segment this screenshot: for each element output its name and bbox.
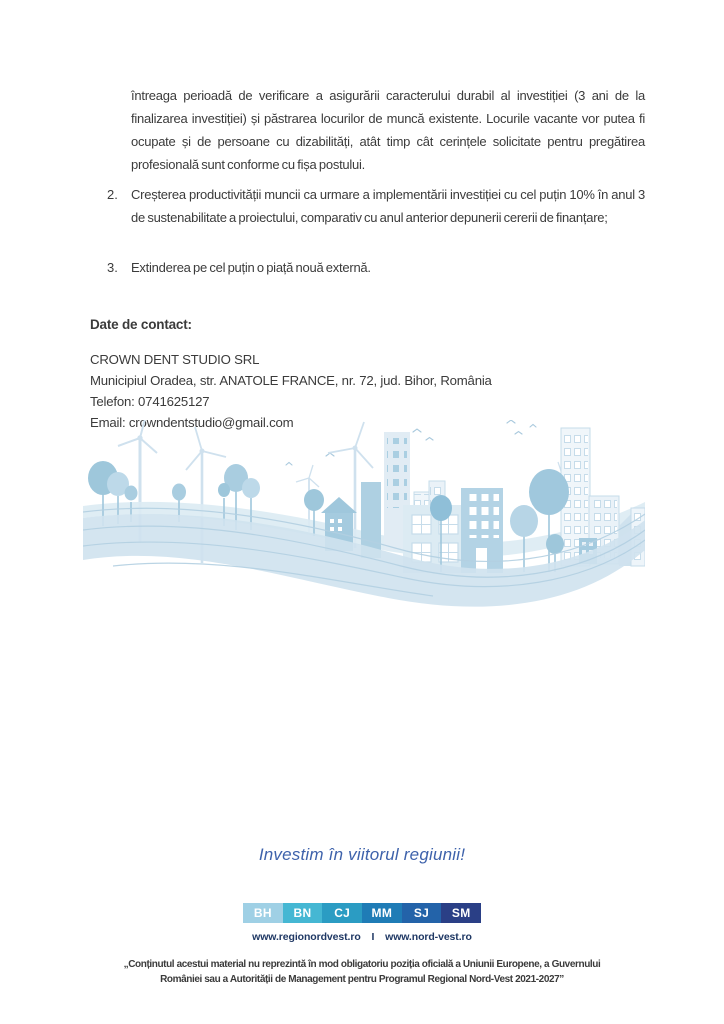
tagline: Investim în viitorul regiunii! [258, 845, 466, 864]
contact-address: Municipiul Oradea, str. ANATOLE FRANCE, nr. 72, jud. Bihor, România [90, 373, 492, 388]
disclaimer-line-2: României sau a Autorității de Management pentru Programul Regional Nord-Vest 2021-2027” [160, 974, 564, 985]
website-separator: I [371, 931, 375, 943]
paragraph-durability-requirements: întreaga perioadă de verificare a asigurării caracterului durabil al investiției (3 ani de la finalizarea investiției) și păstrarea locurilor de muncă existente. Locurile vacante vor putea fi ocupate și de persoane cu dizabilități, atât timp cât cerințele solicitate pentru pregătirea profesională sunt conforme cu fișa postului. [131, 88, 645, 172]
website-nordvest: www.nord-vest.ro [385, 931, 472, 943]
list-item-2-number: 2. [107, 187, 118, 202]
cityscape-illustration [83, 420, 645, 610]
list-item-3-text: Extinderea pe cel puțin o piață nouă externă. [131, 260, 371, 275]
contact-email: Email: crowndentstudio@gmail.com [90, 415, 294, 430]
region-mm: MM [362, 903, 402, 923]
list-item-2 [107, 183, 645, 229]
list-item-3-number: 3. [107, 260, 118, 275]
contact-company: CROWN DENT STUDIO SRL [90, 352, 260, 367]
region-code-bar [243, 903, 481, 923]
website-regionordvest: www.regionordvest.ro [252, 931, 361, 943]
websites-line [0, 931, 724, 943]
region-bh: BH [243, 903, 283, 923]
birds-icons [286, 420, 536, 465]
disclaimer-line-1: „Conținutul acestui material nu reprezintă în mod obligatoriu poziția oficială a Uniunii Europene, a Guvernului [123, 959, 601, 970]
region-sj: SJ [402, 903, 442, 923]
list-item-3 [107, 256, 645, 279]
disclaimer [62, 957, 662, 987]
region-sm: SM [441, 903, 481, 923]
contact-phone: Telefon: 0741625127 [90, 394, 210, 409]
region-bn: BN [283, 903, 323, 923]
region-cj: CJ [322, 903, 362, 923]
list-item-2-text: Creșterea productivității muncii ca urmare a implementării investiției cu cel puțin 10% în anul 3 de sustenabilitate a proiectului, comparativ cu anul anterior depunerii cererii de finanțare; [131, 187, 645, 225]
contact-heading: Date de contact: [90, 317, 192, 332]
